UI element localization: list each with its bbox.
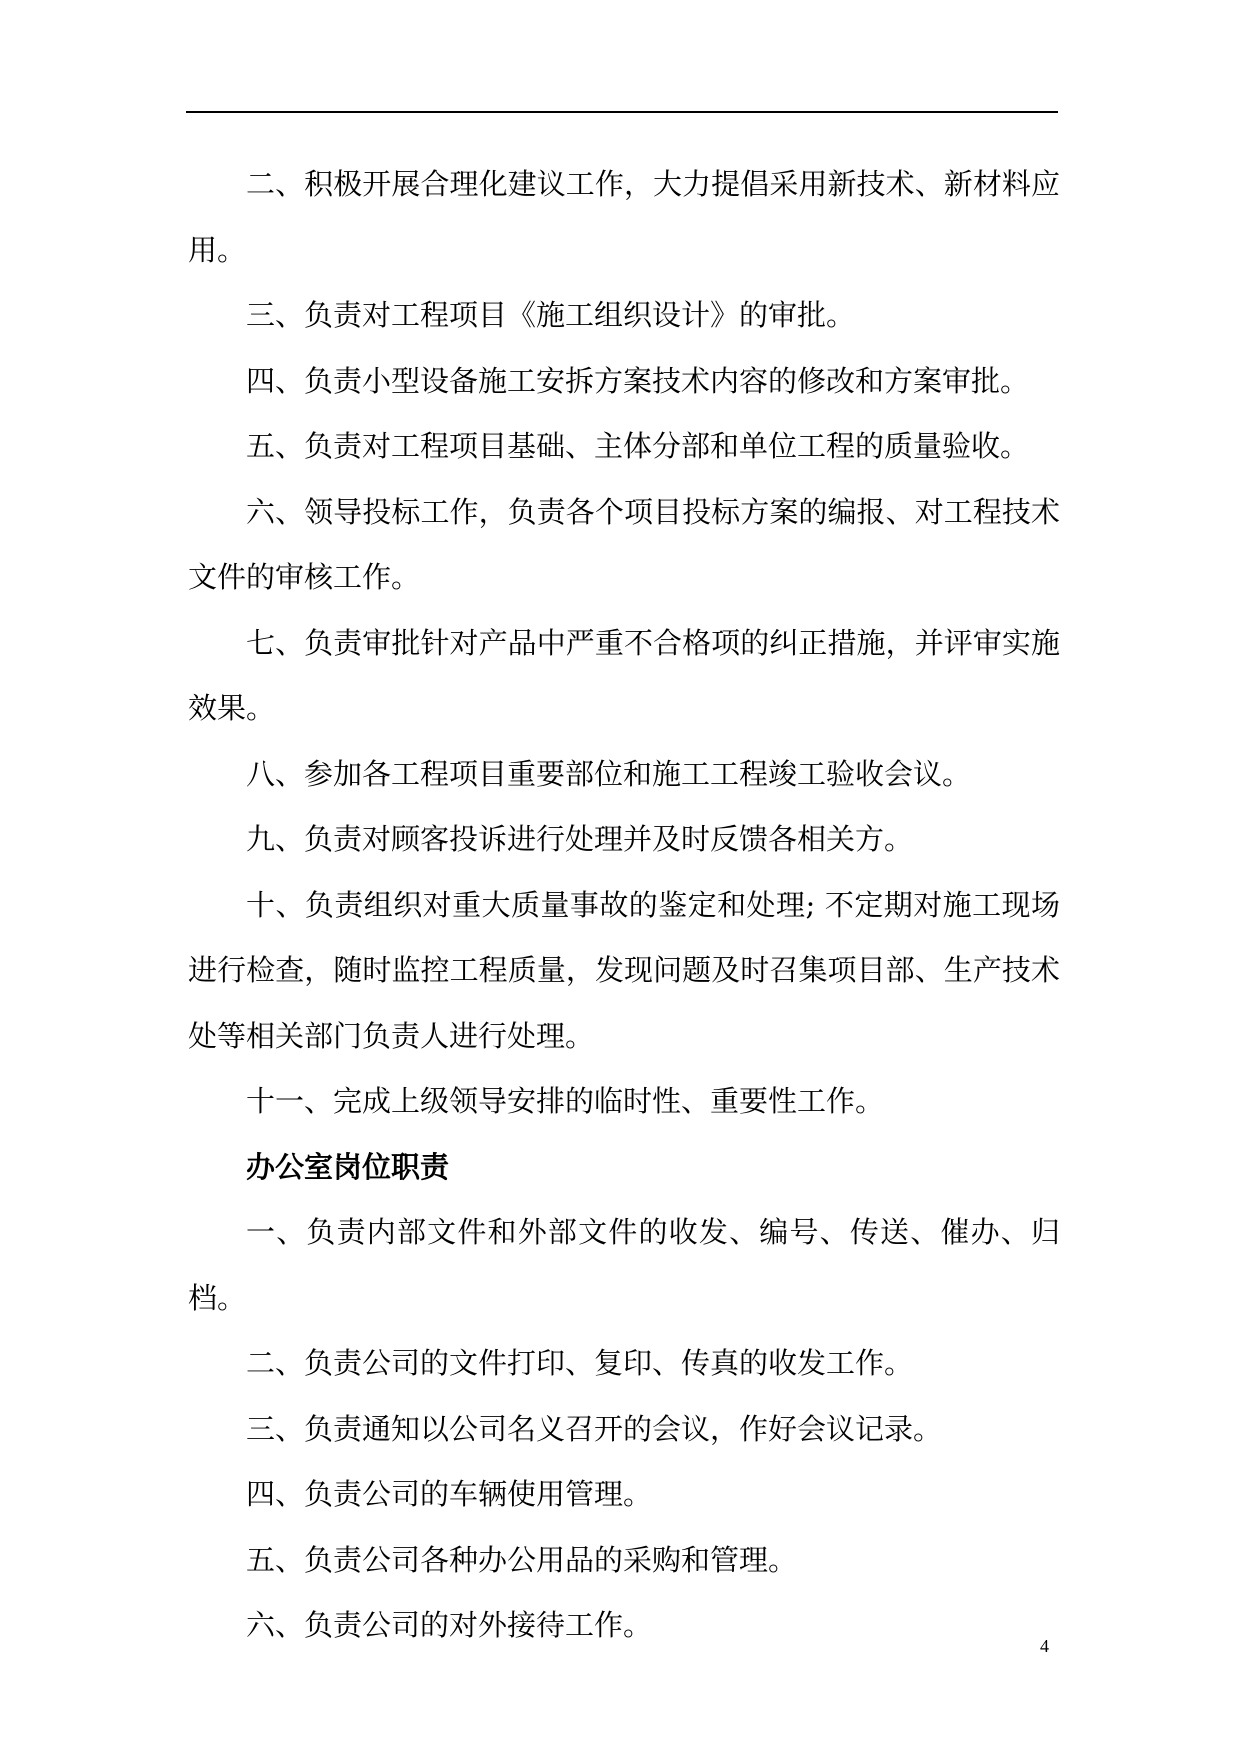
paragraph: 六、负责公司的对外接待工作。 (246, 1608, 653, 1642)
paragraph: 六、领导投标工作，负责各个项目投标方案的编报、对工程技术文件的审核工作。 (188, 494, 1060, 594)
paragraph: 八、参加各工程项目重要部位和施工工程竣工验收会议。 (246, 756, 972, 791)
paragraph: 七、负责审批针对产品中严重不合格项的纠正措施，并评审实施效果。 (188, 625, 1060, 725)
paragraph: 九、负责对顾客投诉进行处理并及时反馈各相关方。 (246, 822, 914, 856)
section-heading: 办公室岗位职责 (246, 1149, 450, 1184)
paragraph: 十一、完成上级领导安排的临时性、重要性工作。 (246, 1084, 885, 1118)
paragraph: 五、负责公司各种办公用品的采购和管理。 (246, 1542, 798, 1577)
paragraph: 三、负责通知以公司名义召开的会议，作好会议记录。 (246, 1411, 943, 1446)
paragraph: 三、负责对工程项目《施工组织设计》的审批。 (246, 298, 856, 332)
page-number: 4 (1040, 1636, 1049, 1656)
document-body (188, 152, 1060, 1659)
paragraph: 四、负责小型设备施工安拆方案技术内容的修改和方案审批。 (246, 363, 1030, 398)
paragraph: 一、负责内部文件和外部文件的收发、编号、传送、催办、归档。 (188, 1215, 1060, 1315)
paragraph: 十、负责组织对重大质量事故的鉴定和处理; 不定期对施工现场进行检查，随时监控工程质量，发现问题及时召集项目部、生产技术处等相关部门负责人进行处理。 (188, 887, 1060, 1053)
paragraph: 二、负责公司的文件打印、复印、传真的收发工作。 (246, 1346, 914, 1380)
header-rule (186, 111, 1058, 113)
paragraph: 四、负责公司的车辆使用管理。 (246, 1477, 653, 1511)
paragraph: 五、负责对工程项目基础、主体分部和单位工程的质量验收。 (246, 429, 1030, 463)
paragraph: 二、积极开展合理化建议工作，大力提倡采用新技术、新材料应用。 (188, 167, 1060, 267)
